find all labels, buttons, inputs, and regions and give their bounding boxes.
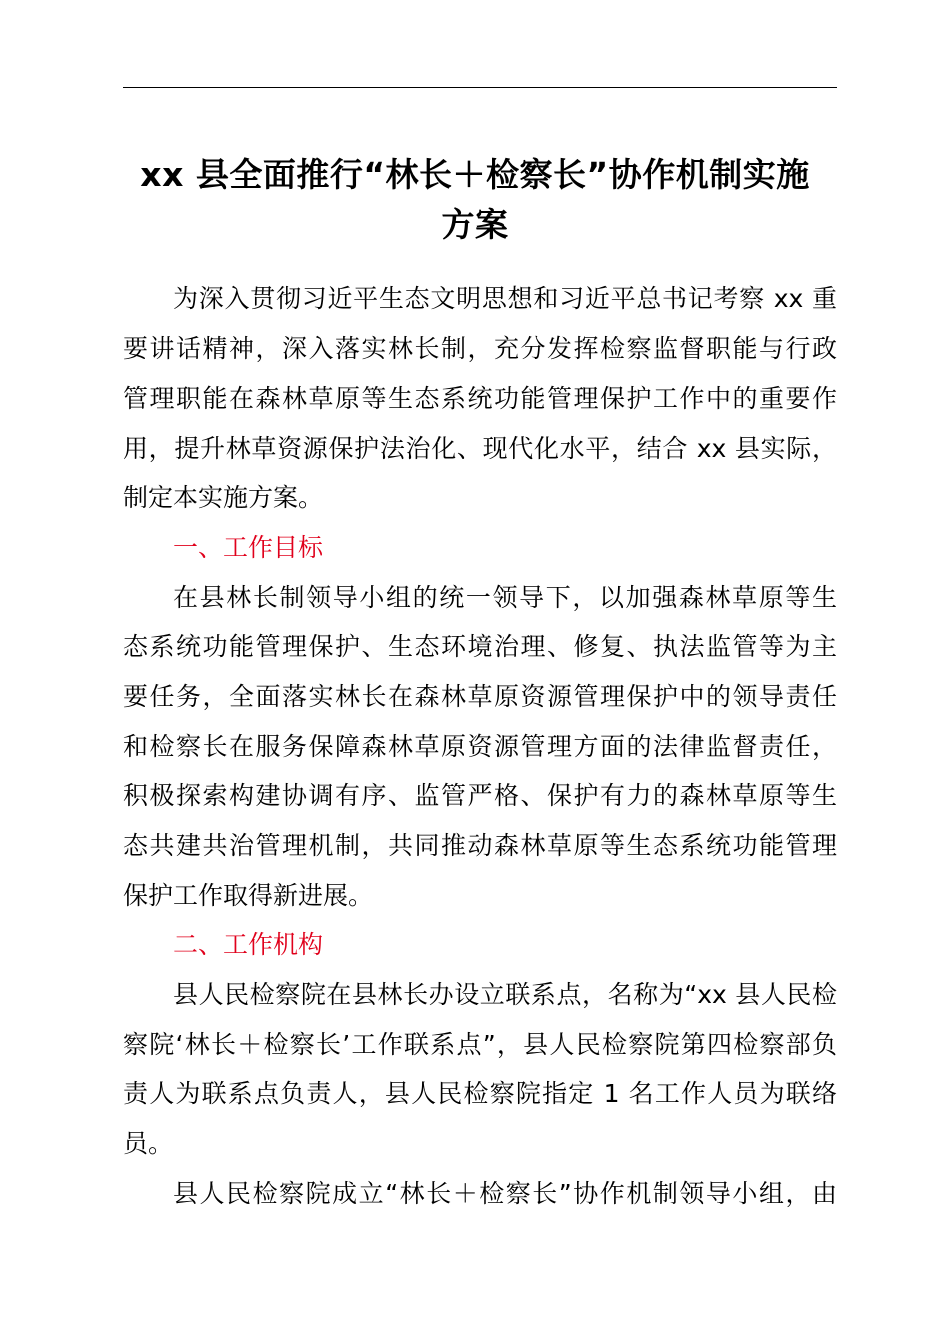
section1-line: 态系统功能管理保护、生态环境治理、修复、执法监管等为主 [123, 632, 837, 661]
intro-line: 为深入贯彻习近平生态文明思想和习近平总书记考察 xx 重 [173, 284, 837, 313]
section2-line: 县人民检察院在县林长办设立联系点，名称为“xx 县人民检 [173, 980, 837, 1009]
section2-line: 县人民检察院成立“林长＋检察长”协作机制领导小组，由 [173, 1179, 837, 1208]
section1-line: 积极探索构建协调有序、监管严格、保护有力的森林草原等生 [123, 781, 837, 810]
section1-line: 态共建共治管理机制，共同推动森林草原等生态系统功能管理 [123, 831, 837, 860]
section1-line: 保护工作取得新进展。 [123, 881, 374, 910]
section-heading-organization: 二、工作机构 [173, 930, 324, 959]
document-title-line-2: 方案 [441, 205, 509, 244]
header-rule [123, 87, 837, 88]
intro-line: 管理职能在森林草原等生态系统功能管理保护工作中的重要作 [123, 384, 837, 413]
section1-line: 在县林长制领导小组的统一领导下，以加强森林草原等生 [173, 583, 837, 612]
document-title-line-1: xx 县全面推行“林长＋检察长”协作机制实施 [140, 155, 810, 194]
section2-line: 察院‘林长＋检察长’工作联系点”，县人民检察院第四检察部负 [123, 1030, 837, 1059]
section-heading-goals: 一、工作目标 [173, 533, 324, 562]
section1-line: 和检察长在服务保障森林草原资源管理方面的法律监督责任， [123, 732, 837, 761]
section1-line: 要任务，全面落实林长在森林草原资源管理保护中的领导责任 [123, 682, 837, 711]
section2-line: 责人为联系点负责人，县人民检察院指定 1 名工作人员为联络 [123, 1079, 837, 1108]
section2-line: 员。 [123, 1129, 174, 1158]
intro-line: 制定本实施方案。 [123, 483, 324, 512]
intro-line: 要讲话精神，深入落实林长制，充分发挥检察监督职能与行政 [123, 334, 837, 363]
intro-line: 用，提升林草资源保护法治化、现代化水平，结合 xx 县实际， [123, 434, 837, 463]
